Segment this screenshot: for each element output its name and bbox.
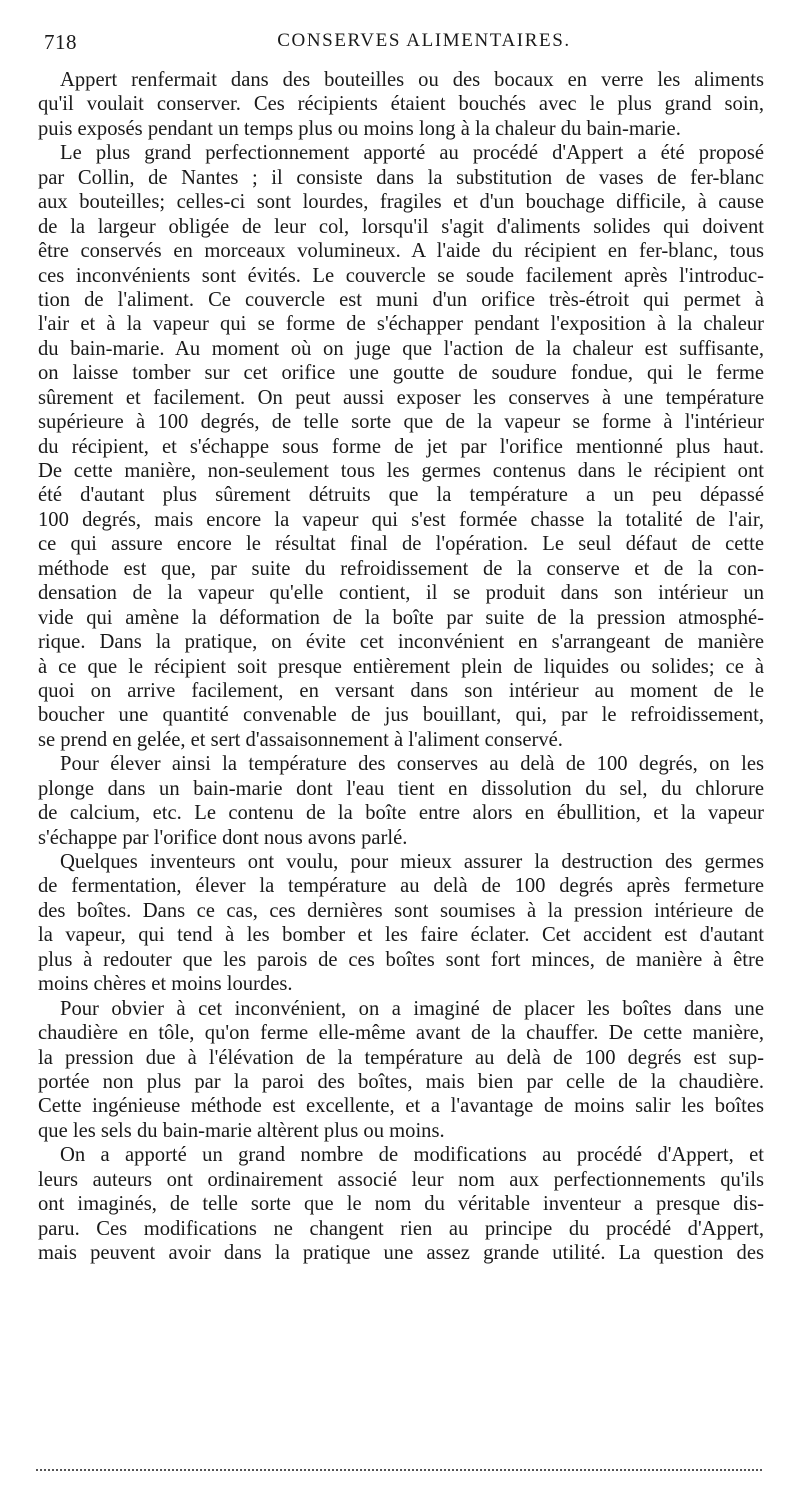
footer-dotted-rule (36, 1469, 762, 1471)
running-title: CONSERVES ALIMENTAIRES. (277, 30, 571, 51)
text-line: de calcium, etc. Le contenu de la boîte entre alors en ébullition, et la vapeur (38, 802, 764, 825)
paragraph (38, 141, 764, 752)
text-line: des boîtes. Dans ce cas, ces dernières sont soumises à la pression intérieure de (38, 899, 764, 922)
text-line: que les sels du bain-marie altèrent plus ou moins. (38, 1119, 445, 1142)
text-line: de fermentation, élever la température au delà de 100 degrés après fermeture (38, 875, 764, 898)
text-line: du récipient, et s'échappe sous forme de jet par l'orifice mentionné plus haut. (38, 435, 764, 458)
text-line: chaudière en tôle, qu'on ferme elle-même avant de la chauffer. De cette manière, (38, 1022, 764, 1045)
text-line: On a apporté un grand nombre de modifications au procédé d'Appert, et (60, 1144, 764, 1167)
text-line: 100 degrés, mais encore la vapeur qui s'est formée chasse la totalité de l'air, (38, 508, 764, 531)
text-line: ont imaginés, de telle sorte que le nom du véritable inventeur a presque dis- (38, 1193, 764, 1216)
text-line: paru. Ces modifications ne changent rien au principe du procédé d'Appert, (38, 1217, 764, 1240)
text-line: méthode est que, par suite du refroidissement de la conserve et de la con- (38, 557, 764, 580)
text-line: mais peuvent avoir dans la pratique une assez grande utilité. La question des (38, 1242, 764, 1264)
text-line: aux bouteilles; celles-ci sont lourdes, fragiles et d'un bouchage difficile, à cause (38, 191, 764, 214)
text-line: portée non plus par la paroi des boîtes, mais bien par celle de la chaudière. (38, 1070, 764, 1093)
paragraph (38, 850, 764, 997)
text-line: qu'il voulait conserver. Ces récipients étaient bouchés avec le plus grand soin, (38, 93, 764, 116)
text-line: supérieure à 100 degrés, de telle sorte que de la vapeur se forme à l'intérieur (38, 411, 764, 434)
text-line: Cette ingénieuse méthode est excellente, et a l'avantage de moins salir les boîtes (38, 1095, 764, 1118)
text-line: vide qui amène la déformation de la boîte par suite de la pression atmosphé- (38, 606, 764, 629)
text-line: tion de l'aliment. Ce couvercle est muni d'un orifice très-étroit qui permet à (38, 288, 764, 311)
text-line: quoi on arrive facilement, en versant dans son intérieur au moment de le (38, 679, 764, 702)
text-line: puis exposés pendant un temps plus ou moins long à la chaleur du bain-marie. (38, 117, 681, 140)
text-line: l'air et à la vapeur qui se forme de s'échapper pendant l'exposition à la chaleur (38, 313, 764, 336)
text-line: du bain-marie. Au moment où on juge que l'action de la chaleur est suffisante, (38, 337, 764, 360)
text-line: on laisse tomber sur cet orifice une goutte de soudure fondue, qui le ferme (38, 362, 764, 385)
text-line: De cette manière, non-seulement tous les germes contenus dans le récipient ont (38, 460, 764, 482)
page-number: 718 (44, 30, 77, 54)
paragraph (38, 997, 764, 1144)
paragraph (38, 68, 764, 141)
text-line: moins chères et moins lourdes. (38, 973, 293, 996)
text-line: boucher une quantité convenable de jus bouillant, qui, par le refroidissement, (38, 704, 764, 727)
text-line: par Collin, de Nantes ; il consiste dans la substitution de vases de fer-blanc (38, 166, 764, 189)
text-line: se prend en gelée, et sert d'assaisonnement à l'aliment conservé. (38, 728, 563, 751)
paragraph (38, 1143, 764, 1265)
text-line: plus à redouter que les parois de ces boîtes sont fort minces, de manière à être (38, 948, 764, 971)
text-line: rique. Dans la pratique, on évite cet inconvénient en s'arrangeant de manière (38, 631, 764, 654)
text-line: Pour obvier à cet inconvénient, on a imaginé de placer les boîtes dans une (60, 997, 764, 1020)
text-line: densation de la vapeur qu'elle contient, il se produit dans son intérieur un (38, 582, 764, 605)
text-line: être conservés en morceaux volumineux. A l'aide du récipient en fer-blanc, tous (38, 240, 764, 263)
text-line: été d'autant plus sûrement détruits que la température a un peu dépassé (38, 484, 764, 507)
text-line: plonge dans un bain-marie dont l'eau tient en dissolution du sel, du chlorure (38, 777, 764, 800)
text-line: à ce que le récipient soit presque entièrement plein de liquides ou solides; ce à (38, 655, 764, 678)
text-line: Quelques inventeurs ont voulu, pour mieux assurer la destruction des germes (60, 851, 764, 873)
text-line: Appert renfermait dans des bouteilles ou des bocaux en verre les aliments (60, 69, 764, 91)
text-line: de la largeur obligée de leur col, lorsqu'il s'agit d'aliments solides qui doivent (38, 215, 764, 238)
text-line: s'échappe par l'orifice dont nous avons parlé. (38, 826, 408, 849)
text-line: ces inconvénients sont évités. Le couvercle se soude facilement après l'introduc- (38, 264, 764, 287)
text-line: la vapeur, qui tend à les bomber et les faire éclater. Cet accident est d'autant (38, 924, 764, 947)
text-line: ce qui assure encore le résultat final de l'opération. Le seul défaut de cette (38, 533, 764, 556)
text-line: sûrement et facilement. On peut aussi exposer les conserves à une température (38, 386, 764, 409)
text-line: Le plus grand perfectionnement apporté au procédé d'Appert a été proposé (60, 142, 764, 165)
text-line: leurs auteurs ont ordinairement associé leur nom aux perfectionnements qu'ils (38, 1168, 764, 1191)
body-text (38, 68, 764, 1265)
paragraph (38, 752, 764, 850)
text-line: la pression due à l'élévation de la température au delà de 100 degrés est sup- (38, 1046, 764, 1069)
text-line: Pour élever ainsi la température des conserves au delà de 100 degrés, on les (60, 753, 764, 776)
page-header (44, 30, 764, 58)
